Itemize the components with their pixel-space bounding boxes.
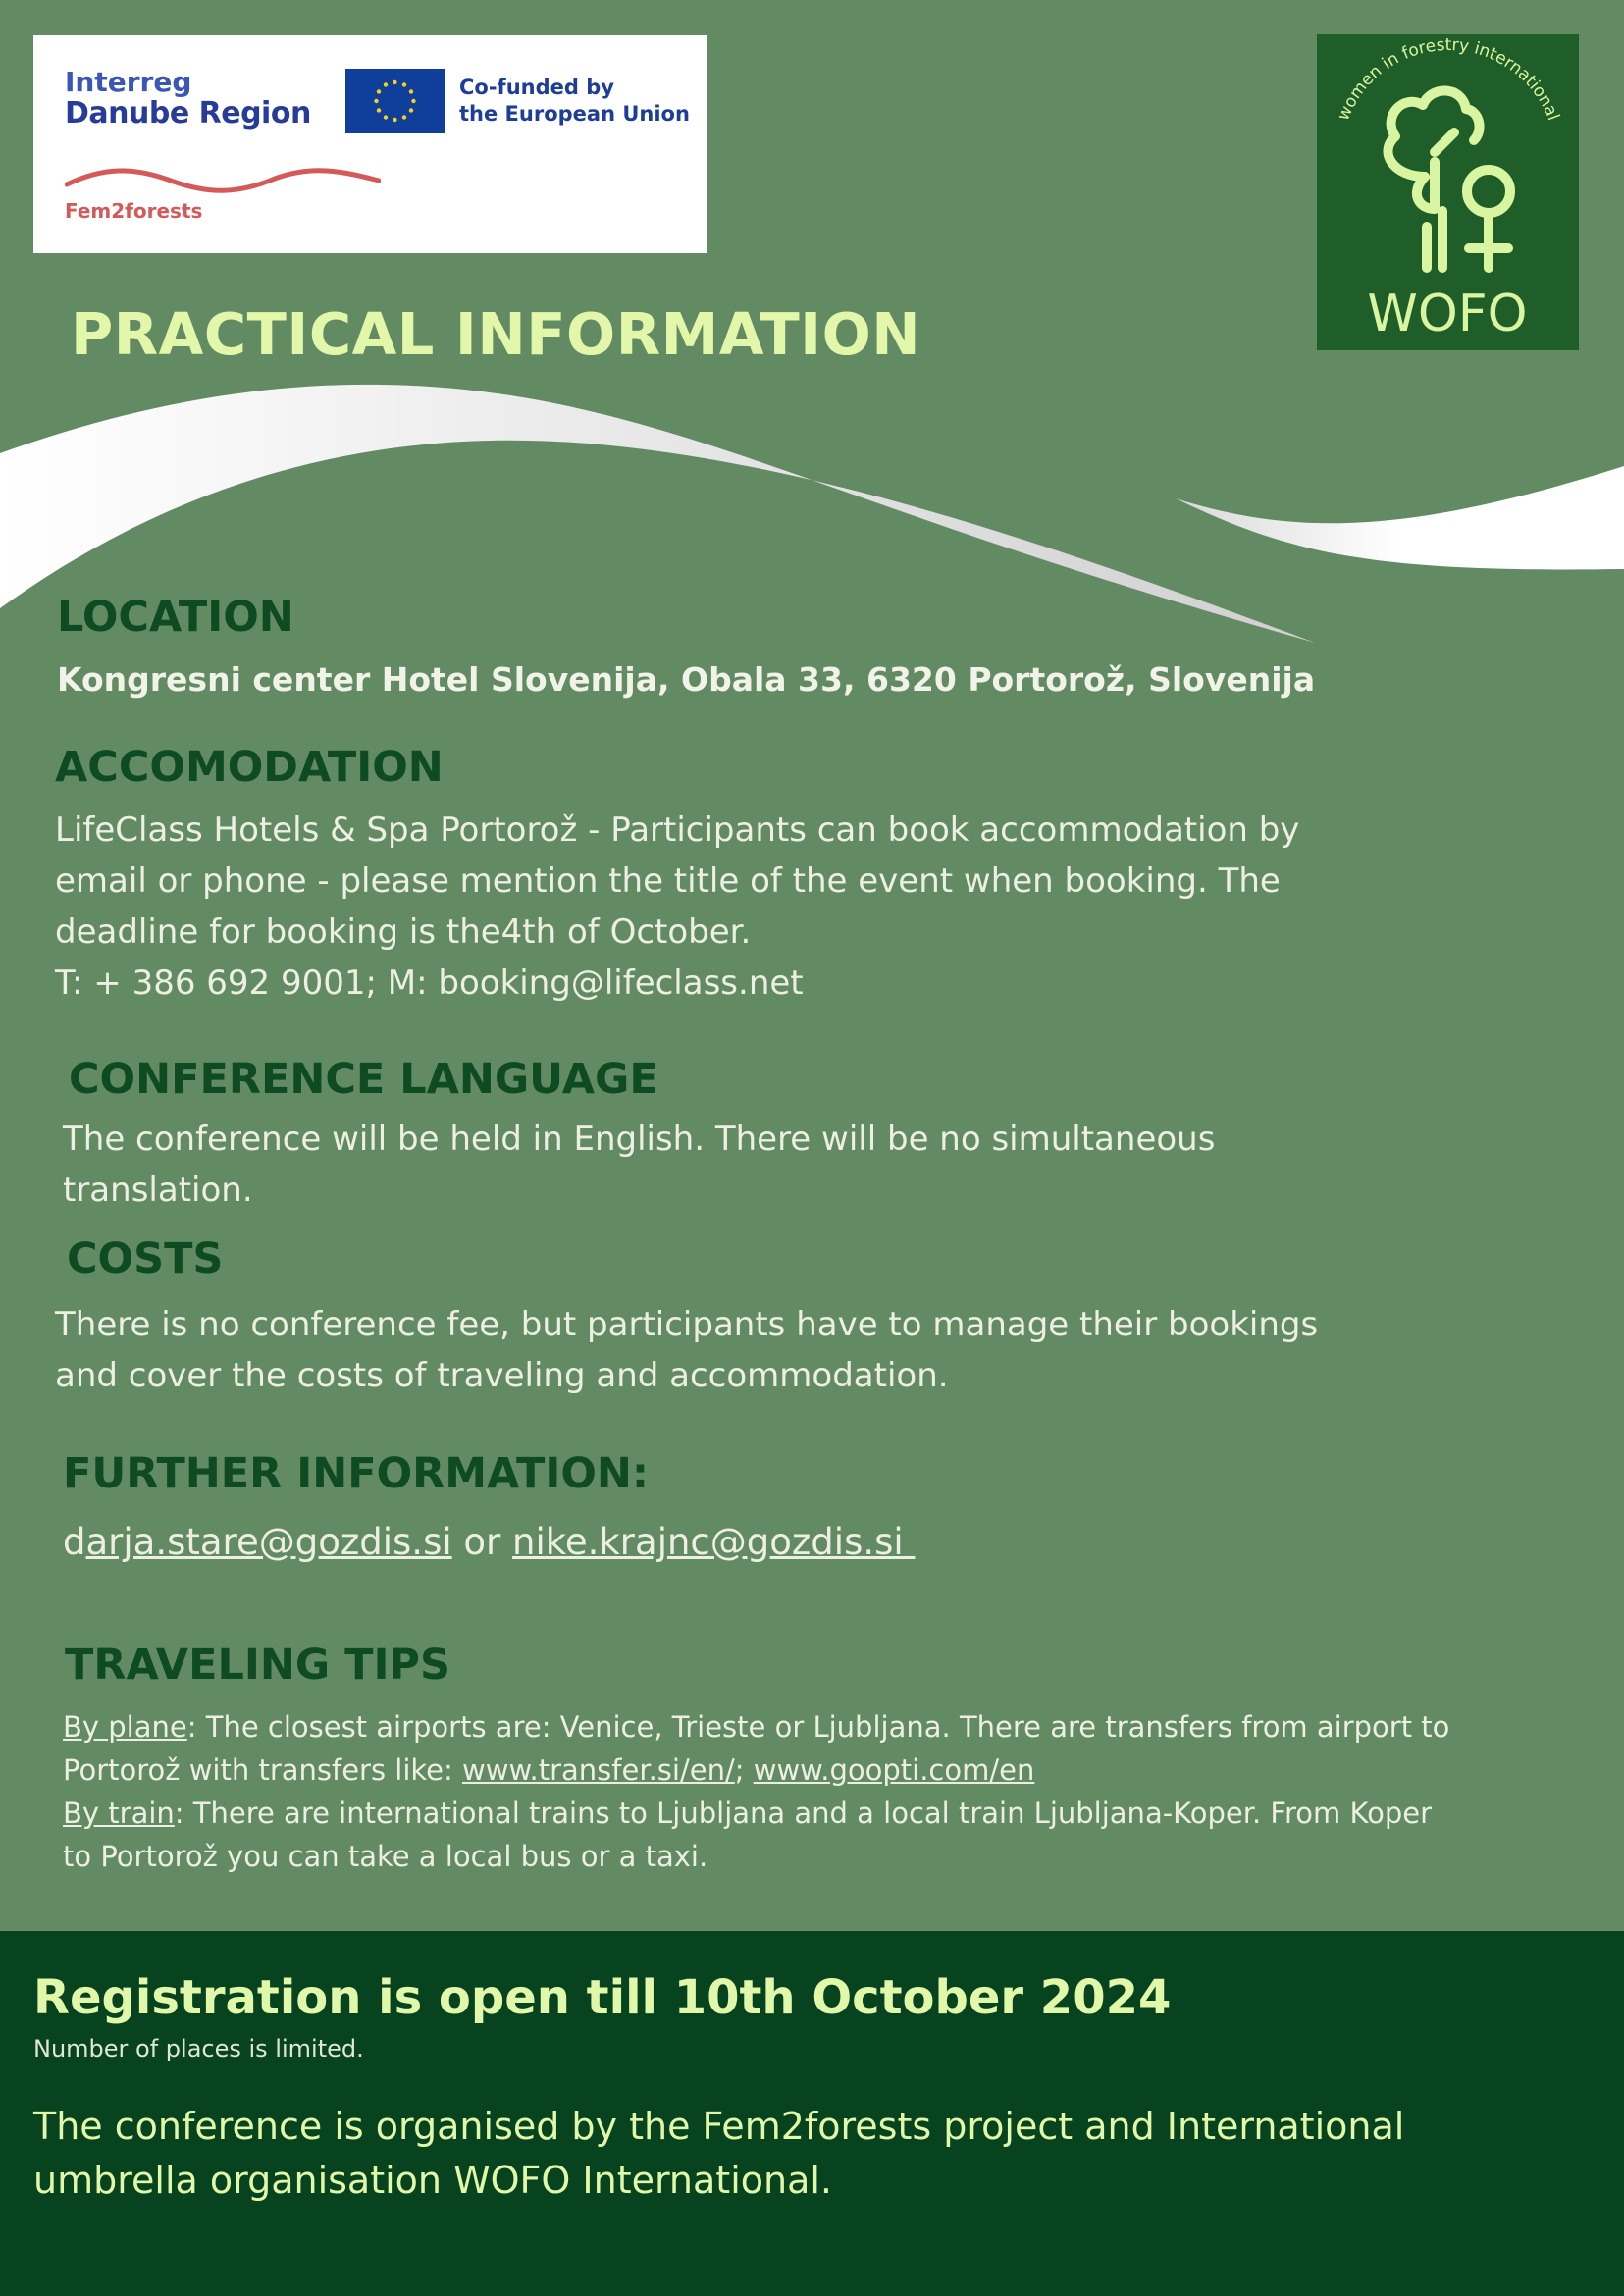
wofo-name-text: WOFO: [1367, 285, 1528, 343]
fem2forests-wave-icon: [65, 167, 381, 196]
email-link-darja[interactable]: arja.stare@gozdis.si: [85, 1521, 452, 1563]
danube-region-logo-text: Danube Region: [65, 96, 311, 130]
accommodation-heading: ACCOMODATION: [55, 743, 444, 792]
location-heading: LOCATION: [57, 593, 294, 642]
accommodation-text: LifeClass Hotels & Spa Portorož - Participants can book accommodation by email or phone - please mention the title of the event when booking. The deadline for booking is the4th of October. T: + 386 692 9001; M: booking@lifeclass.net: [55, 805, 1527, 1009]
language-text: The conference will be held in English. There will be no simultaneous translation.: [63, 1120, 1216, 1210]
traveling-tips-heading: TRAVELING TIPS: [65, 1641, 450, 1690]
location-address: Kongresni center Hotel Slovenija, Obala 33, 6320 Portorož, Slovenija: [57, 660, 1316, 699]
accommodation-contact: T: + 386 692 9001; M: booking@lifeclass.net: [55, 964, 804, 1003]
eu-flag-icon: [345, 69, 445, 133]
fem2forests-logo-text: Fem2forests: [65, 199, 203, 223]
language-heading: CONFERENCE LANGUAGE: [69, 1055, 658, 1104]
page-title: PRACTICAL INFORMATION: [71, 300, 921, 368]
by-plane-label: By plane: [63, 1710, 187, 1744]
partner-logos-box: [33, 35, 707, 253]
further-info-heading: FURTHER INFORMATION:: [63, 1449, 650, 1498]
tree-woman-icon: [1388, 90, 1510, 268]
email-link-nike[interactable]: nike.krajnc@gozdis.si: [512, 1521, 916, 1563]
organiser-statement: The conference is organised by the Fem2forests project and International umbrella organisation WOFO International.: [33, 2105, 1405, 2202]
wofo-arc-text: women in forestry international: [1334, 35, 1563, 124]
further-info-contacts: darja.stare@gozdis.si or nike.krajnc@gozdis.si: [63, 1521, 916, 1563]
traveling-tips-text: By plane: The closest airports are: Venice, Trieste or Ljubljana. There are transfers from airport to Portorož with transfers like: www.transfer.si/en/; www.goopti.com/en By train: There are international trains to Ljubljana and a local train Ljubljana-Koper. From Koper to Portorož you can take a local bus or a taxi.: [63, 1710, 1450, 1873]
registration-deadline: Registration is open till 10th October 2024: [33, 1970, 1172, 2025]
cofunded-eu-text: Co-funded by the European Union: [459, 76, 690, 126]
costs-text: There is no conference fee, but participants have to manage their bookings and cover the costs of traveling and accommodation.: [55, 1305, 1319, 1395]
goopti-link[interactable]: www.goopti.com/en: [753, 1753, 1035, 1787]
by-train-label: By train: [63, 1797, 175, 1830]
places-limited-note: Number of places is limited.: [33, 2035, 364, 2062]
wofo-logo: [1317, 34, 1579, 350]
interreg-logo-text: Interreg: [65, 66, 192, 98]
transfer-link[interactable]: www.transfer.si/en/: [462, 1753, 735, 1787]
costs-heading: COSTS: [67, 1234, 224, 1283]
